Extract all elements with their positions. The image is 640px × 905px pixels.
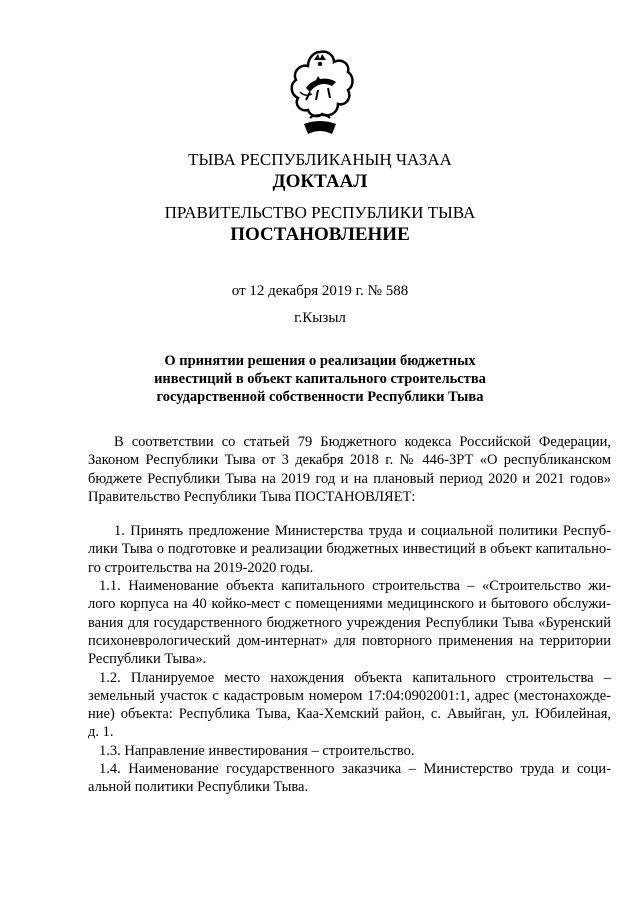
text-line: Законом Республики Тыва от 3 декабря 2018 г. № 446-ЗРТ «О республиканском bbox=[88, 452, 611, 469]
text-line: Правительство Республики Тыва ПОСТАНОВЛЯЕТ: bbox=[88, 488, 416, 505]
tuva-document-type: ДОКТААЛ bbox=[272, 171, 368, 192]
text-line: лого корпуса на 40 койко-мест с помещениями медицинского и бытового обслужи- bbox=[88, 596, 611, 613]
item-1-4-paragraph bbox=[88, 760, 611, 797]
item-1-1-paragraph bbox=[88, 577, 611, 668]
text-line: 1.3. Направление инвестирования – строительство. bbox=[99, 742, 415, 759]
city-line: г.Кызыл bbox=[294, 310, 346, 326]
text-line: В соответствии со статьей 79 Бюджетного кодекса Российской Федерации, bbox=[114, 434, 611, 450]
government-title: ПРАВИТЕЛЬСТВО РЕСПУБЛИКИ ТЫВА bbox=[164, 203, 476, 222]
text-line: 1.4. Наименование государственного заказчика – Министерство труда и соци- bbox=[99, 761, 611, 778]
text-line: психоневрологический дом-интернат» для повторного применения на территории bbox=[88, 632, 611, 649]
item-1-paragraph bbox=[88, 522, 611, 577]
text-line: 1. Принять предложение Министерства труда и социальной политики Респуб- bbox=[114, 523, 611, 540]
tuva-government-title: ТЫВА РЕСПУБЛИКАНЫҢ ЧАЗАА bbox=[188, 150, 452, 169]
document-body bbox=[88, 433, 611, 797]
coat-of-arms-emblem bbox=[284, 48, 356, 138]
text-line: альной политики Республики Тыва. bbox=[88, 779, 309, 796]
text-line: го строительства на 2019-2020 годы. bbox=[88, 559, 314, 576]
document-type: ПОСТАНОВЛЕНИЕ bbox=[230, 224, 410, 245]
text-line: бюджете Республики Тыва на 2019 год и на плановый период 2020 и 2021 годов» bbox=[88, 470, 611, 487]
item-1-2-paragraph bbox=[88, 669, 611, 742]
preamble-paragraph bbox=[88, 433, 611, 506]
subject-line: инвестиций в объект капитального строительства bbox=[154, 371, 486, 387]
date-number-line: от 12 декабря 2019 г. № 588 bbox=[231, 283, 409, 299]
document-subject bbox=[0, 352, 640, 406]
text-line: лики Тыва о подготовке и реализации бюджетных инвестиций в объект капитально- bbox=[88, 541, 611, 558]
text-line: 1.1. Наименование объекта капитального строительства – «Строительство жи- bbox=[99, 578, 611, 595]
subject-line: О принятии решения о реализации бюджетных bbox=[164, 353, 476, 369]
text-line: 1.2. Планируемое место нахождения объекта капитального строительства – bbox=[99, 669, 611, 686]
text-line: ние) объекта: Республика Тыва, Каа-Хемский район, с. Авыйган, ул. Юбилейная, bbox=[88, 706, 611, 723]
text-line: д. 1. bbox=[88, 724, 114, 741]
text-line: Республики Тыва». bbox=[88, 651, 207, 668]
text-line: земельный участок с кадастровым номером 17:04:0902001:1, адрес (местонахожде- bbox=[88, 687, 611, 704]
text-line: вания для государственного бюджетного учреждения Республики Тыва «Буренский bbox=[88, 614, 611, 631]
subject-line: государственной собственности Республики Тыва bbox=[156, 389, 484, 405]
item-1-3-paragraph bbox=[88, 742, 611, 760]
